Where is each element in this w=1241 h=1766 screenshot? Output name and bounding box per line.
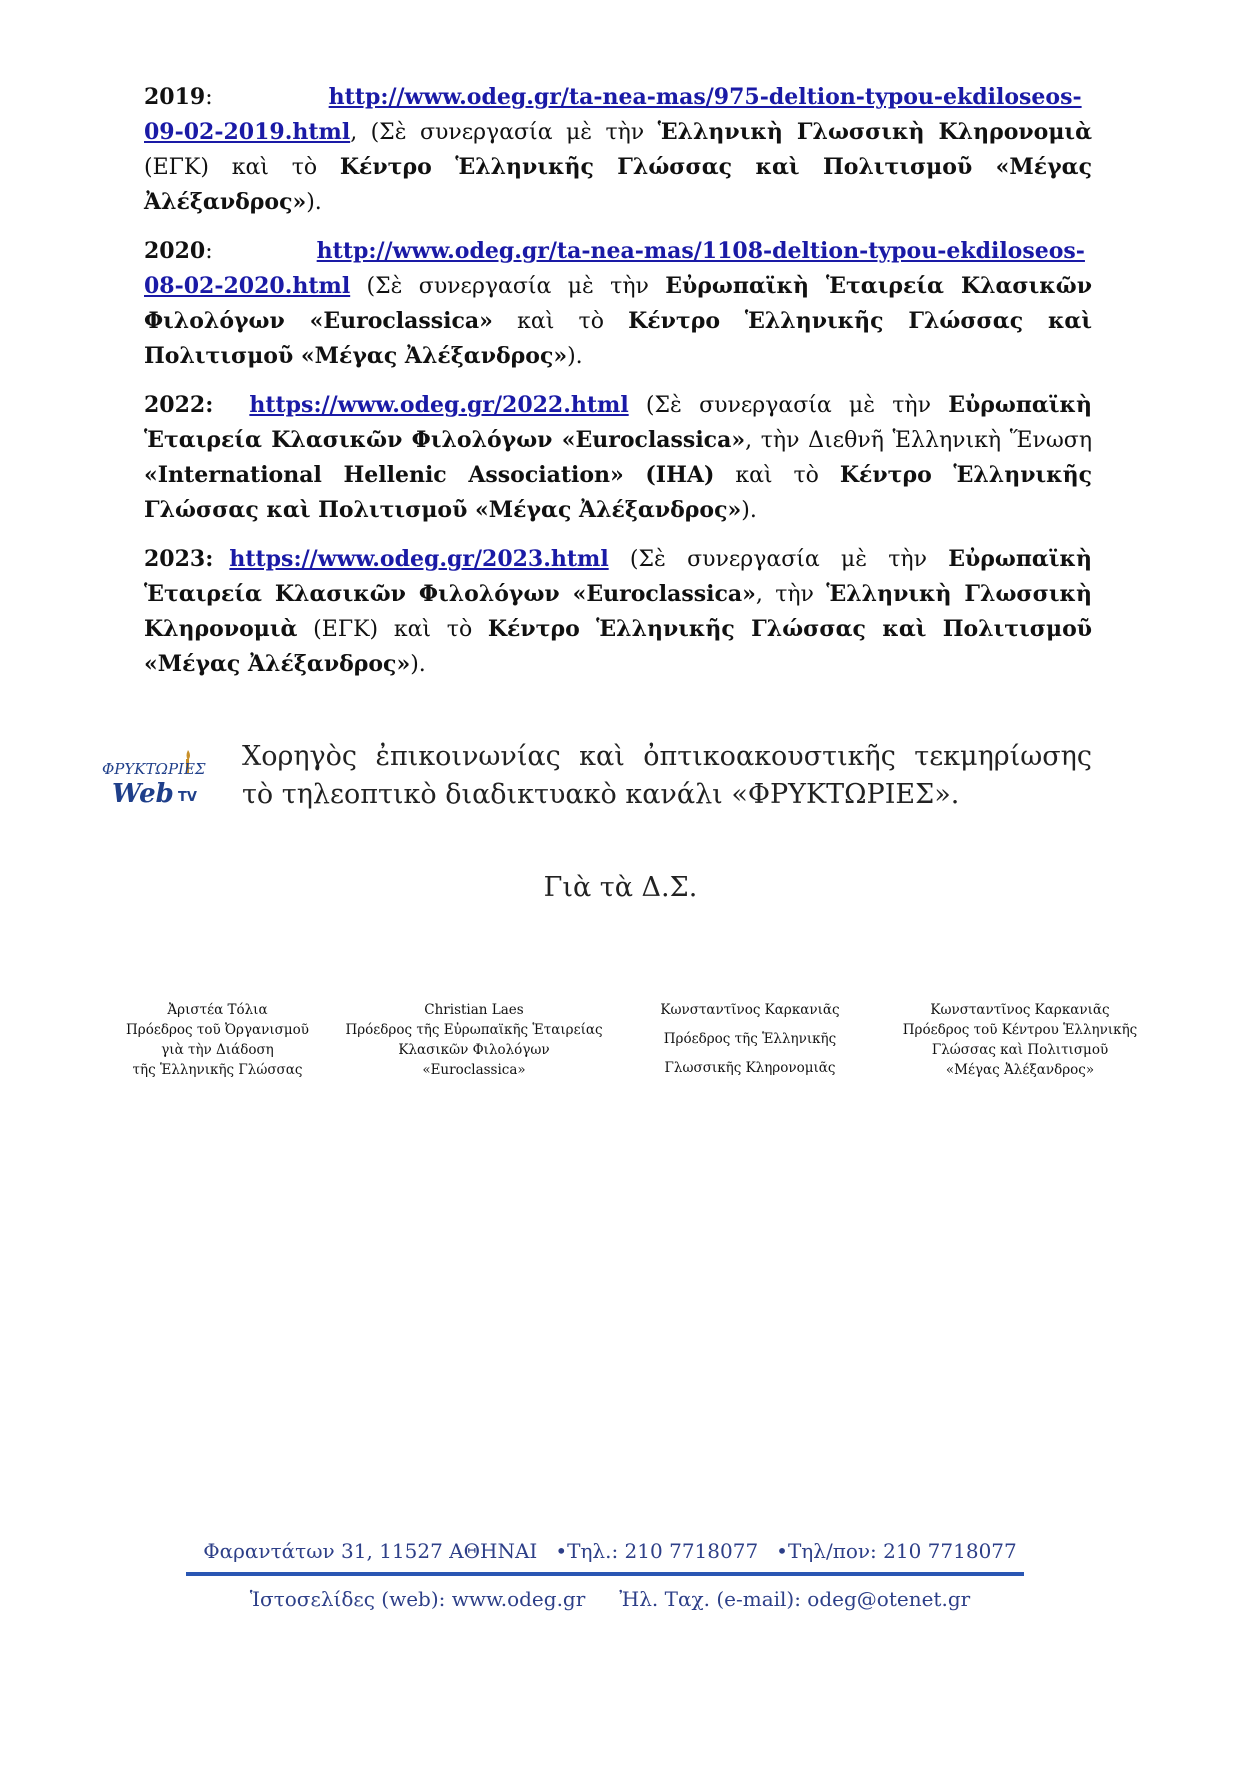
footer-divider (186, 1572, 1024, 1576)
signatory-title: «Euroclassica» (422, 1062, 526, 1078)
entry-2019 (144, 80, 1092, 220)
signatory-title: Κλασικῶν Φιλολόγων (398, 1042, 550, 1058)
letterhead-footer (190, 1538, 1030, 1612)
sponsor-text: Χορηγὸς ἐπικοινωνίας καὶ ὀπτικοακουστικῆς τεκμηρίωσης τὸ τηλεοπτικὸ διαδικτυακὸ κανάλι «ΦΡΥΚΤΩΡΙΕΣ». (242, 741, 1092, 810)
entry-text: ). (567, 344, 583, 369)
entry-2022 (144, 388, 1092, 528)
event-list (144, 80, 1092, 696)
entry-year: 2022: (144, 392, 214, 418)
entry-partner: «International Hellenic Association» (IHA) (144, 462, 715, 488)
entry-text: ). (410, 652, 426, 677)
entry-partner: Εὐρωπαϊκὴ Ἑταιρεία Κλασικῶν Φιλολόγων «Euroclassica» (144, 392, 1092, 453)
signatory-title: «Μέγας Ἀλέξανδρος» (945, 1062, 1095, 1078)
logo-text-bottom: Web (112, 779, 174, 808)
signatory-name: Κωνσταντῖνος Καρκανιᾶς (930, 1002, 1110, 1018)
fryktories-logo (100, 746, 216, 808)
signatory-title: Πρόεδρος τοῦ Κέντρου Ἑλληνικῆς (902, 1022, 1138, 1038)
entry-text: (Σὲ συνεργασία μὲ τὴν (608, 547, 949, 572)
signatory-title: Γλώσσας καὶ Πολιτισμοῦ (931, 1042, 1109, 1058)
entry-year: 2020 (144, 238, 206, 264)
signatory-name: Κωνσταντῖνος Καρκανιᾶς (660, 1002, 840, 1018)
entry-partner: Εὐρωπαϊκὴ Ἑταιρεία Κλασικῶν Φιλολόγων «Euroclassica» (144, 273, 1092, 334)
footer-tel: •Τηλ.: 210 7718077 (555, 1539, 759, 1563)
footer-email: Ἠλ. Ταχ. (e-mail): odeg@otenet.gr (619, 1587, 971, 1611)
entry-text: (ΕΓΚ) καὶ τὸ (297, 617, 488, 642)
footer-web-line (190, 1586, 1030, 1612)
entry-link[interactable]: https://www.odeg.gr/2022.html (249, 392, 629, 418)
signatory-name: Ἀριστέα Τόλια (167, 1002, 268, 1018)
sponsor-block (100, 738, 1092, 828)
signatory-name: Christian Laes (424, 1002, 524, 1018)
entry-text: , τὴν Διεθνῆ Ἑλληνικὴ Ἕνωση (745, 428, 1093, 453)
entry-text: (Σὲ συνεργασία μὲ τὴν (350, 274, 666, 299)
entry-partner: Κέντρο Ἑλληνικῆς Γλώσσας καὶ Πολιτισμοῦ «Μέγας Ἀλέξανδρος» (144, 616, 1093, 677)
footer-web: Ἱστοσελίδες (web): www.odeg.gr (249, 1587, 586, 1611)
entry-link[interactable]: http://www.odeg.gr/ta-nea-mas/975-deltion-typou-ekdiloseos-09-02-2019.html (144, 84, 1082, 145)
entry-colon: : (205, 239, 213, 264)
signatory-1 (110, 1000, 325, 1080)
entry-text: (ΕΓΚ) καὶ τὸ (144, 155, 340, 180)
signatory-title: Γλωσσικῆς Κληρονομιᾶς (664, 1060, 836, 1076)
entry-partner: Κέντρο Ἑλληνικῆς Γλώσσας καὶ Πολιτισμοῦ «Μέγας Ἀλέξανδρος» (144, 154, 1092, 215)
entry-2023 (144, 542, 1092, 682)
entry-partner: Εὐρωπαϊκὴ Ἑταιρεία Κλασικῶν Φιλολόγων «Euroclassica» (144, 546, 1092, 607)
signatory-title: Πρόεδρος τῆς Ἑλληνικῆς (663, 1031, 837, 1047)
entry-year: 2023: (144, 546, 214, 572)
entry-text: ). (741, 498, 757, 523)
entry-partner: Κέντρο Ἑλληνικῆς Γλώσσας καὶ Πολιτισμοῦ «Μέγας Ἀλέξανδρος» (144, 462, 1093, 523)
entry-text: (Σὲ συνεργασία μὲ τὴν (628, 393, 949, 418)
logo-text-tv: TV (178, 790, 197, 805)
footer-address: Φαραντάτων 31, 11527 ΑΘΗΝΑΙ (203, 1539, 538, 1563)
entry-partner: Κέντρο Ἑλληνικῆς Γλώσσας καὶ Πολιτισμοῦ «Μέγας Ἀλέξανδρος» (144, 308, 1093, 369)
signatory-title: γιὰ τὴν Διάδοση (161, 1042, 274, 1058)
signatory-title: Πρόεδρος τοῦ Ὀργανισμοῦ (126, 1022, 309, 1038)
logo-text-top: ΦΡΥΚΤΩΡΙΕΣ (102, 760, 206, 778)
entry-text: ). (306, 190, 322, 215)
entry-text: καὶ τὸ (714, 463, 840, 488)
entry-link[interactable]: https://www.odeg.gr/2023.html (229, 546, 609, 572)
entry-year: 2019 (144, 84, 206, 110)
entry-colon: : (205, 85, 213, 110)
entry-partner: Ἑλληνικὴ Γλωσσικὴ Κληρονομιὰ (144, 581, 1092, 642)
entry-text: (Σὲ συνεργασία μὲ τὴν (357, 120, 658, 145)
entry-partner: Ἑλληνικὴ Γλωσσικὴ Κληρονομιὰ (657, 119, 1092, 145)
signatory-title: τῆς Ἑλληνικῆς Γλώσσας (132, 1062, 303, 1078)
entry-text: καὶ τὸ (492, 309, 629, 334)
signoff: Γιὰ τὰ Δ.Σ. (543, 872, 698, 903)
entry-link[interactable]: http://www.odeg.gr/ta-nea-mas/1108-deltion-typou-ekdiloseos-08-02-2020.html (144, 238, 1085, 299)
entry-2020 (144, 234, 1092, 374)
entry-comma: , (350, 120, 358, 145)
signatory-2 (338, 1000, 610, 1080)
signatory-title: Πρόεδρος τῆς Εὐρωπαϊκῆς Ἑταιρείας (345, 1022, 603, 1038)
signatory-4 (880, 1000, 1160, 1080)
footer-contact-line (190, 1538, 1030, 1564)
entry-text: , τὴν (755, 582, 827, 607)
signatory-3 (640, 1000, 860, 1078)
footer-telfax: •Τηλ/πον: 210 7718077 (776, 1539, 1017, 1563)
